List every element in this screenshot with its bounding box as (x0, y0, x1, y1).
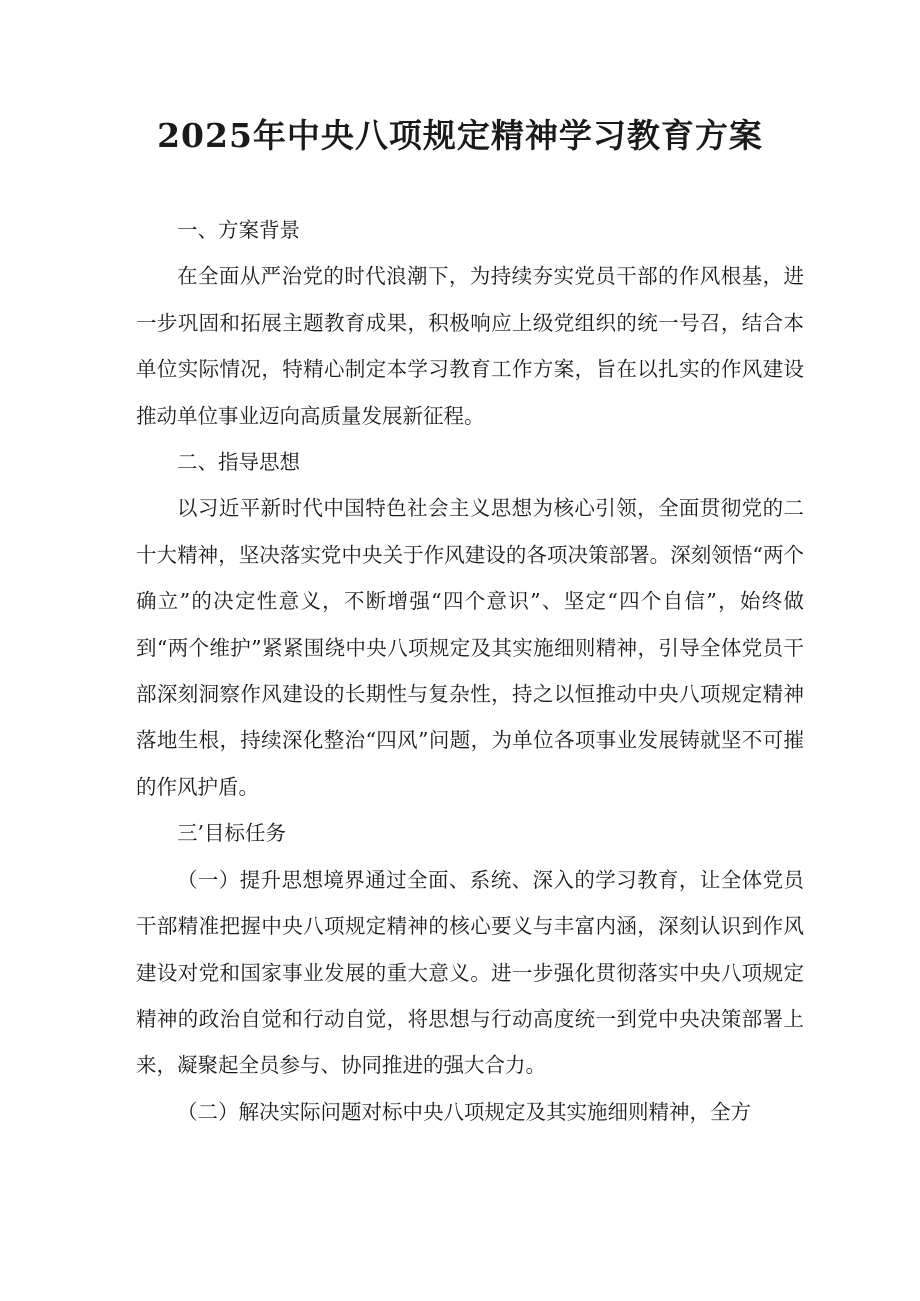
paragraph-guiding-thought: 以习近平新时代中国特色社会主义思想为核心引领，全面贯彻党的二十大精神，坚决落实党中央关于作风建设的各项决策部署。深刻领悟“两个确立”的决定性意义，不断增强“四个意识”、坚定“四个自信”，始终做到“两个维护”紧紧围绕中央八项规定及其实施细则精神，引导全体党员干部深刻洞察作风建设的长期性与复杂性，持之以恒推动中央八项规定精神落地生根，持续深化整治“四风”问题，为单位各项事业发展铸就坚不可摧的作风护盾。 (136, 496, 804, 799)
paragraph-goal-1: （一）提升思想境界通过全面、系统、深入的学习教育，让全体党员干部精准把握中央八项规定精神的核心要义与丰富内涵，深刻认识到作风建设对党和国家事业发展的重大意义。进一步强化贯彻落实中央八项规定精神的政治自觉和行动自觉，将思想与行动高度统一到党中央决策部署上来，凝聚起全员参与、协同推进的强大合力。 (136, 867, 804, 1078)
paragraph-goal-2: （二）解决实际问题对标中央八项规定及其实施细则精神，全方 (177, 1099, 751, 1124)
document-body (136, 207, 804, 1135)
document-title: 2025年中央八项规定精神学习教育方案 (157, 116, 763, 155)
section-heading-background: 一、方案背景 (177, 218, 300, 242)
section-heading-goals-tasks: 三’目标任务 (177, 821, 287, 846)
paragraph-background: 在全面从严治党的时代浪潮下，为持续夯实党员干部的作风根基，进一步巩固和拓展主题教育成果，积极响应上级党组织的统一号召，结合本单位实际情况，特精心制定本学习教育工作方案，旨在以扎实的作风建设推动单位事业迈向高质量发展新征程。 (136, 264, 804, 428)
section-heading-guiding-thought: 二、指导思想 (177, 450, 300, 475)
